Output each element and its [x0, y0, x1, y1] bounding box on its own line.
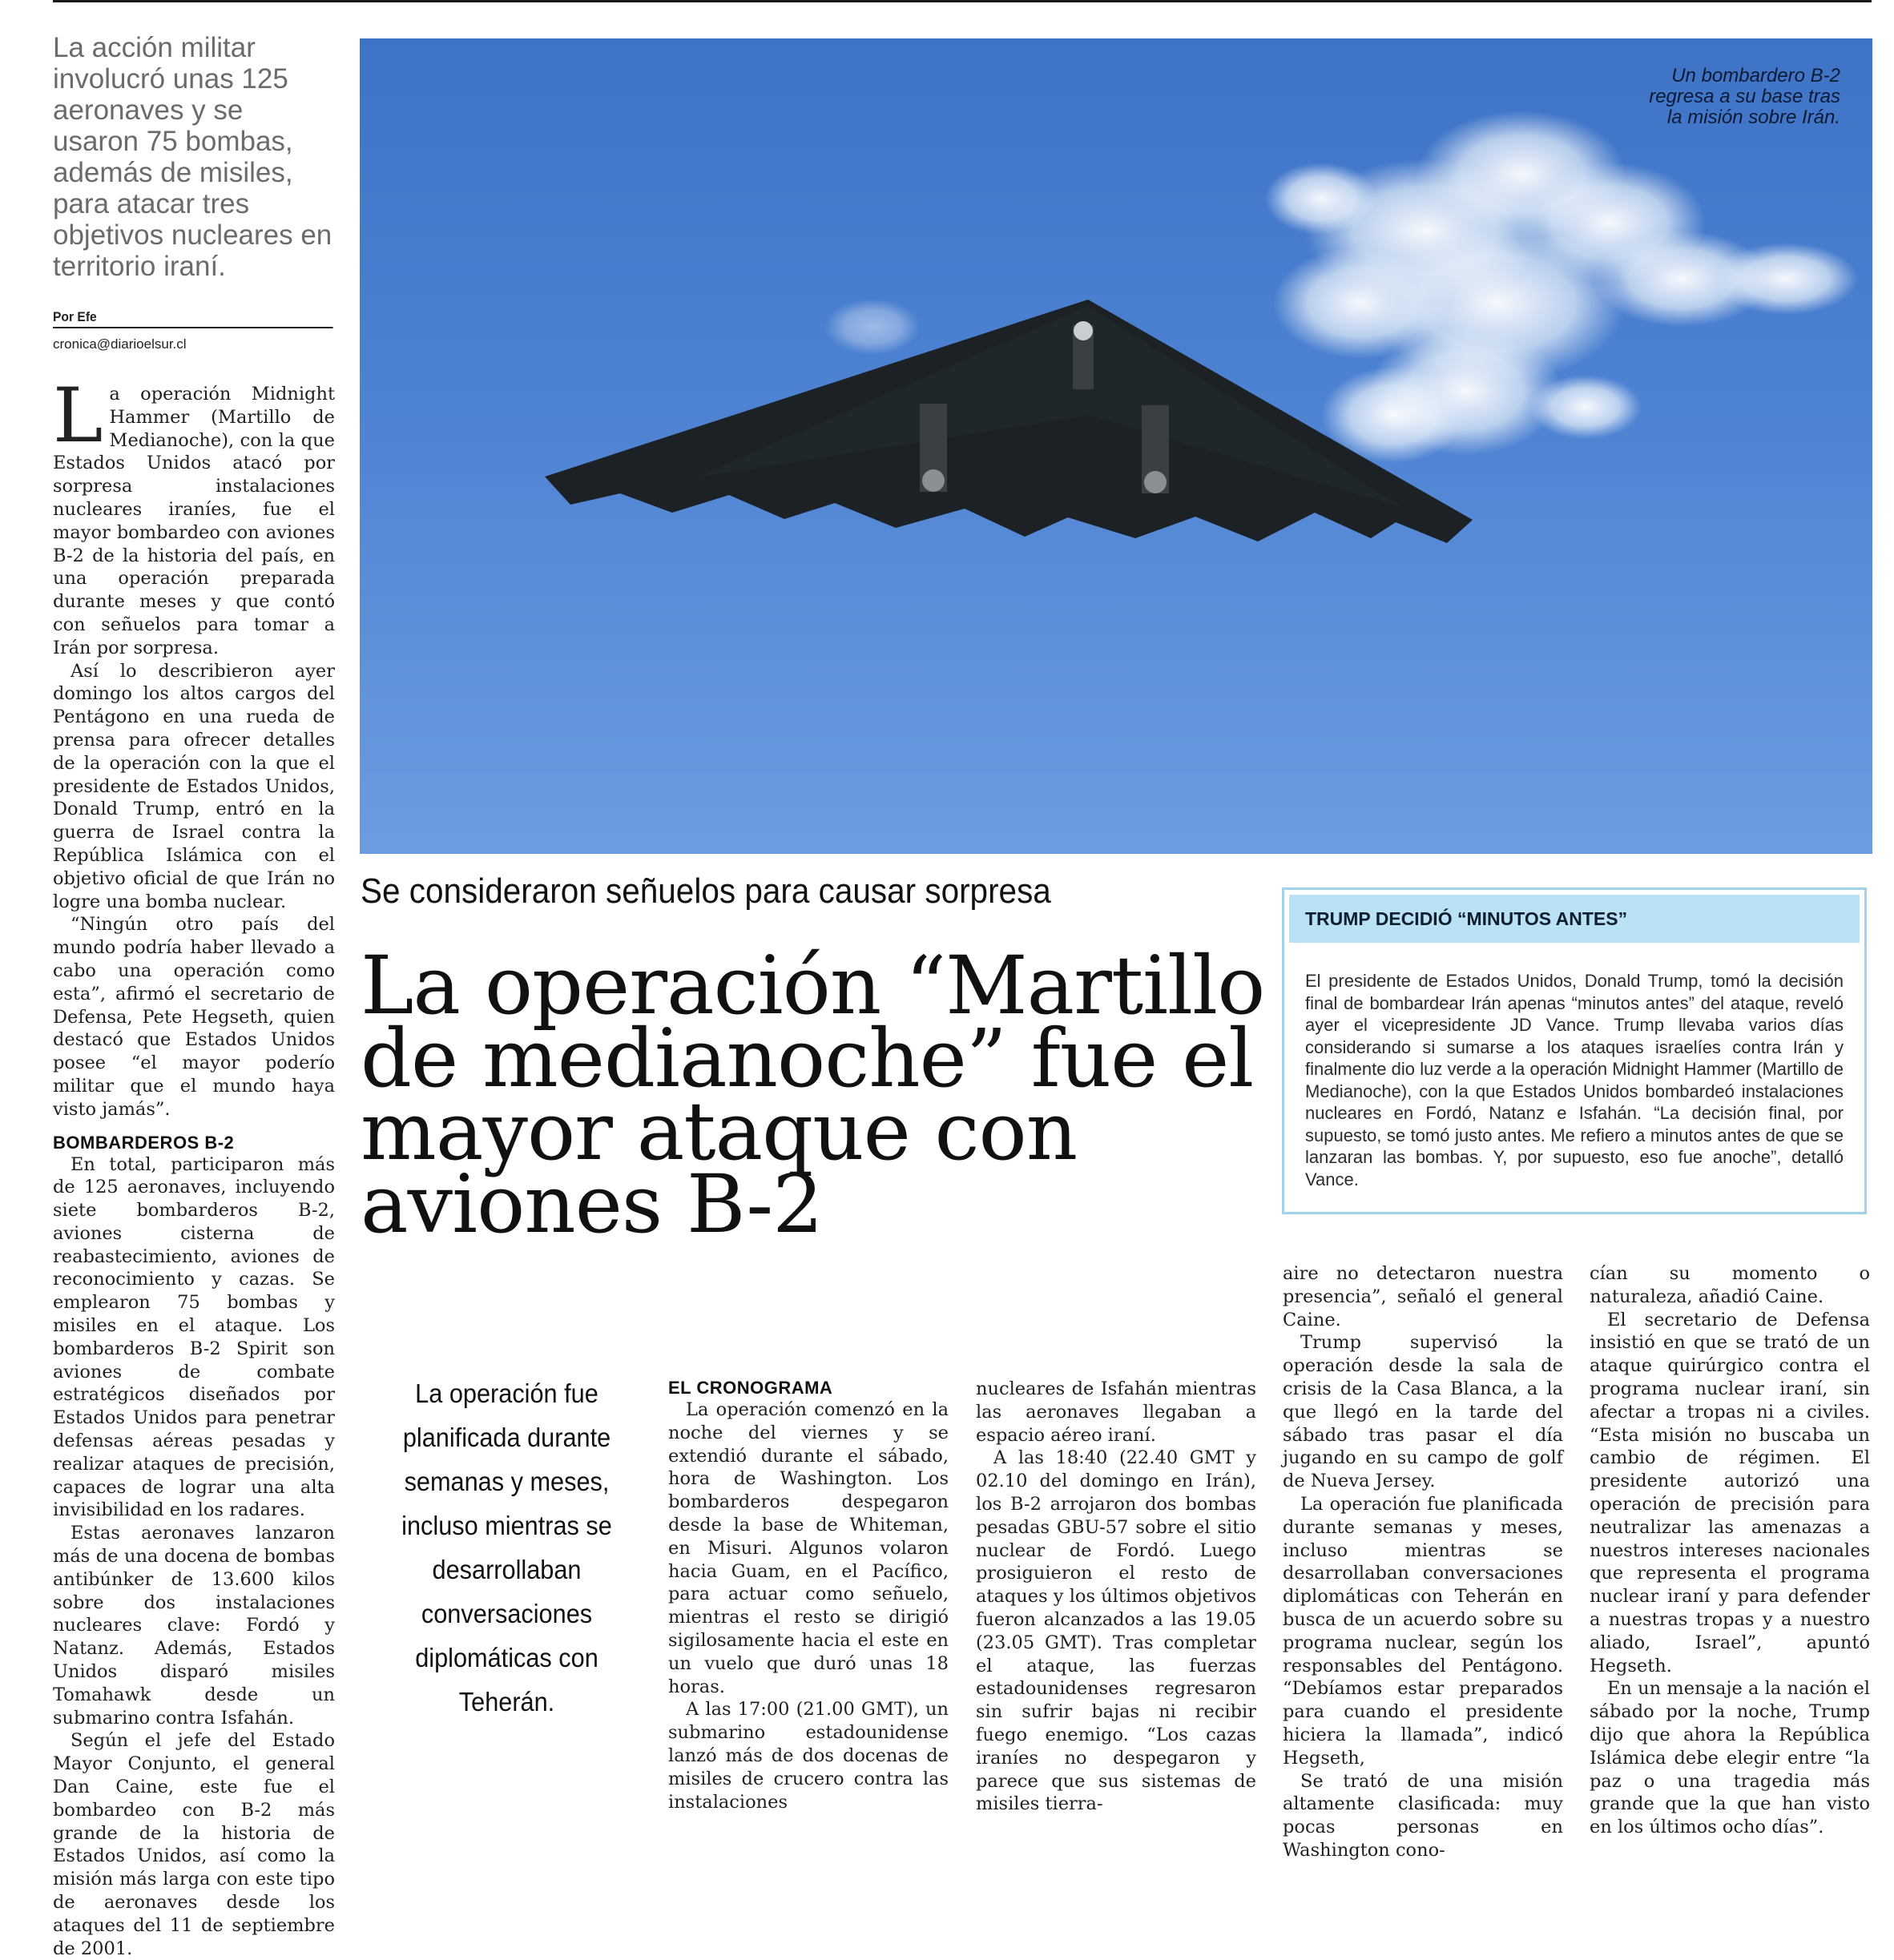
- article-paragraph: El secretario de Defensa insistió en que se trató de un ataque quirúrgico contra el programa nuclear iraní, sin afectar a tropas ni a civiles. “Esta misión no buscaba un cambio de régimen. El presidente autorizó una operación de precisión para neutralizar las amenazas a nuestros intereses nacionales que representa el programa nuclear iraní y para defender a nuestras tropas y a nuestro aliado, Israel”, apuntó Hegseth.: [1590, 1309, 1870, 1676]
- headline: La operación “Martillo de medianoche” fue el mayor ataque con aviones B-2: [361, 939, 1265, 1251]
- author-email[interactable]: cronica@diarioelsur.cl: [53, 336, 187, 352]
- article-paragraph: Se trató de una misión altamente clasificada: muy pocas personas en Washington cono-: [1283, 1770, 1563, 1861]
- article-column-3: [976, 1378, 1256, 1816]
- section-subhead: BOMBARDEROS B-2: [53, 1132, 235, 1153]
- sidebar-box: [1282, 887, 1867, 1214]
- article-paragraph: Estas aeronaves lanzaron más de una docena de bombas antibúnker de 13.600 kilos sobre dos instalaciones nucleares clave: Fordó y Natanz. Además, Estados Unidos disparó misiles Tomahawk desde un submarino contra Isfahán.: [53, 1523, 335, 1729]
- article-paragraph: Según el jefe del Estado Mayor Conjunto, el general Dan Caine, este fue el bombardeo con B-2 más grande de la historia de Estados Unidos, así como la misión más larga con este tipo de aeronaves desde los ataques del 11 de septiembre de 2001.: [53, 1730, 335, 1959]
- article-paragraph: La operación fue planificada durante semanas y meses, incluso mientras se desarrollaban conversaciones diplomáticas con Teherán en busca de un acuerdo sobre su programa nuclear, según los responsables del Pentágono. “Debíamos estar preparados para cuando el presidente hiciera la llamada”, indicó Hegseth,: [1283, 1493, 1563, 1769]
- article-column-5: [1590, 1262, 1870, 1839]
- byline: Por Efe: [53, 309, 333, 328]
- sidebar-box-text: El presidente de Estados Unidos, Donald Trump, tomó la decisión final de bombardear Irán apenas “minutos antes” del ataque, reveló ayer el vicepresidente JD Vance. Trump llevaba varios días considerando si sumarse a los ataques israelíes contra Irán y finalmente dio luz verde a la operación Midnight Hammer (Martillo de Medianoche), con la que Estados Unidos bombardeó instalaciones nucleares en Fordó, Natanz e Isfahán. “La decisión final, por supuesto, se tomó justo antes. Me refiero a minutos antes de que se lanzaran las bombas. Y, por supuesto, eso fue anoche”, detalló Vance.: [1305, 971, 1844, 1189]
- article-paragraph: En total, participaron más de 125 aeronaves, incluyendo siete bombarderos B-2, aviones cisterna de reabastecimiento, aviones de reconocimiento y cazas. Se emplearon 75 bombas y misiles en el ataque. Los bombarderos B-2 Spirit son aviones de combate estratégicos diseñados por Estados Unidos para penetrar defensas aéreas pesadas y realizar ataques de precisión, capaces de lograr una alta invisibilidad en los radares.: [53, 1153, 335, 1521]
- sidebar-box-title: TRUMP DECIDIÓ “MINUTOS ANTES”: [1289, 895, 1860, 943]
- article-paragraph: nucleares de Isfahán mientras las aeronaves llegaban a espacio aéreo iraní.: [976, 1378, 1256, 1446]
- article-paragraph: Trump supervisó la operación desde la sala de crisis de la Casa Blanca, a la que llegó en la tarde del sábado tras pasar el día jugando en su campo de golf de Nueva Jersey.: [1283, 1332, 1563, 1492]
- photo-caption: Un bombardero B-2 regresa a su base tras la misión sobre Irán.: [1649, 65, 1840, 128]
- article-column-2: [668, 1378, 949, 1813]
- article-paragraph: La operación Midnight Hammer (Martillo de Medianoche), con la que Estados Unidos atacó por sorpresa instalaciones nucleares iraníes, fue el mayor bombardeo con aviones B-2 de la historia del país, en una operación preparada durante meses y que contó con señuelos para tomar a Irán por sorpresa.: [53, 372, 335, 658]
- article-paragraph: A las 18:40 (22.40 GMT y 02.10 del domingo en Irán), los B-2 arrojaron dos bombas pesadas GBU-57 sobre el sitio nuclear de Fordó. Luego prosiguieron el resto de ataques y los últimos objetivos fueron alcanzados a las 19.05 (23.05 GMT). Tras completar el ataque, las fuerzas estadounidenses regresaron sin sufrir bajas ni recibir fuego enemigo. “Los cazas iraníes no despegaron y parece que sus sistemas de misiles tierra-: [976, 1447, 1256, 1815]
- article-paragraph: Así lo describieron ayer domingo los altos cargos del Pentágono en una rueda de prensa para ofrecer detalles de la operación con la que el presidente de Estados Unidos, Donald Trump, entró en la guerra de Israel contra la República Islámica con el objetivo oficial de que Irán no logre una bomba nuclear.: [53, 660, 335, 912]
- article-column-4: [1283, 1262, 1563, 1862]
- pull-quote: La operación fue planificada durante semanas y meses, incluso mientras se desarrollaban conversaciones diplomáticas con Teherán.: [401, 1378, 612, 1717]
- article-paragraph: La operación comenzó en la noche del viernes y se extendió durante el sábado, hora de Washington. Los bombarderos despegaron desde la base de Whiteman, en Misuri. Algunos volaron hacia Guam, en el Pacífico, para actuar como señuelo, mientras el resto se dirigió sigilosamente hacia el este en un vuelo que duró unas 18 horas.: [668, 1399, 949, 1697]
- article-paragraph: cían su momento o naturaleza, añadió Caine.: [1590, 1263, 1870, 1307]
- lead-summary: La acción militar involucró unas 125 aeronaves y se usaron 75 bombas, además de misiles, para atacar tres objetivos nucleares en territorio iraní.: [53, 32, 332, 282]
- left-column: [53, 32, 335, 1960]
- section-subhead: EL CRONOGRAMA: [668, 1378, 833, 1398]
- article-paragraph: A las 17:00 (21.00 GMT), un submarino estadounidense lanzó más de dos docenas de misiles de crucero contra las instalaciones: [668, 1699, 949, 1813]
- article-paragraph: “Ningún otro país del mundo podría haber llevado a cabo una operación como esta”, afirmó el secretario de Defensa, Pete Hegseth, quien destacó que Estados Unidos posee “el mayor poderío militar que el mundo haya visto jamás”.: [53, 914, 335, 1120]
- article-paragraph: aire no detectaron nuestra presencia”, señaló el general Caine.: [1283, 1263, 1563, 1330]
- article-paragraph: En un mensaje a la nación el sábado por la noche, Trump dijo que ahora la República Islámica debe elegir entre “la paz o una tragedia más grande que la que han visto en los últimos ocho días”.: [1590, 1678, 1870, 1838]
- kicker: Se consideraron señuelos para causar sorpresa: [361, 871, 1051, 911]
- photo-illustration: [360, 38, 1872, 854]
- top-rule: [53, 0, 1872, 2]
- drop-cap: L: [53, 372, 103, 460]
- b2-bomber-photo: [360, 38, 1872, 854]
